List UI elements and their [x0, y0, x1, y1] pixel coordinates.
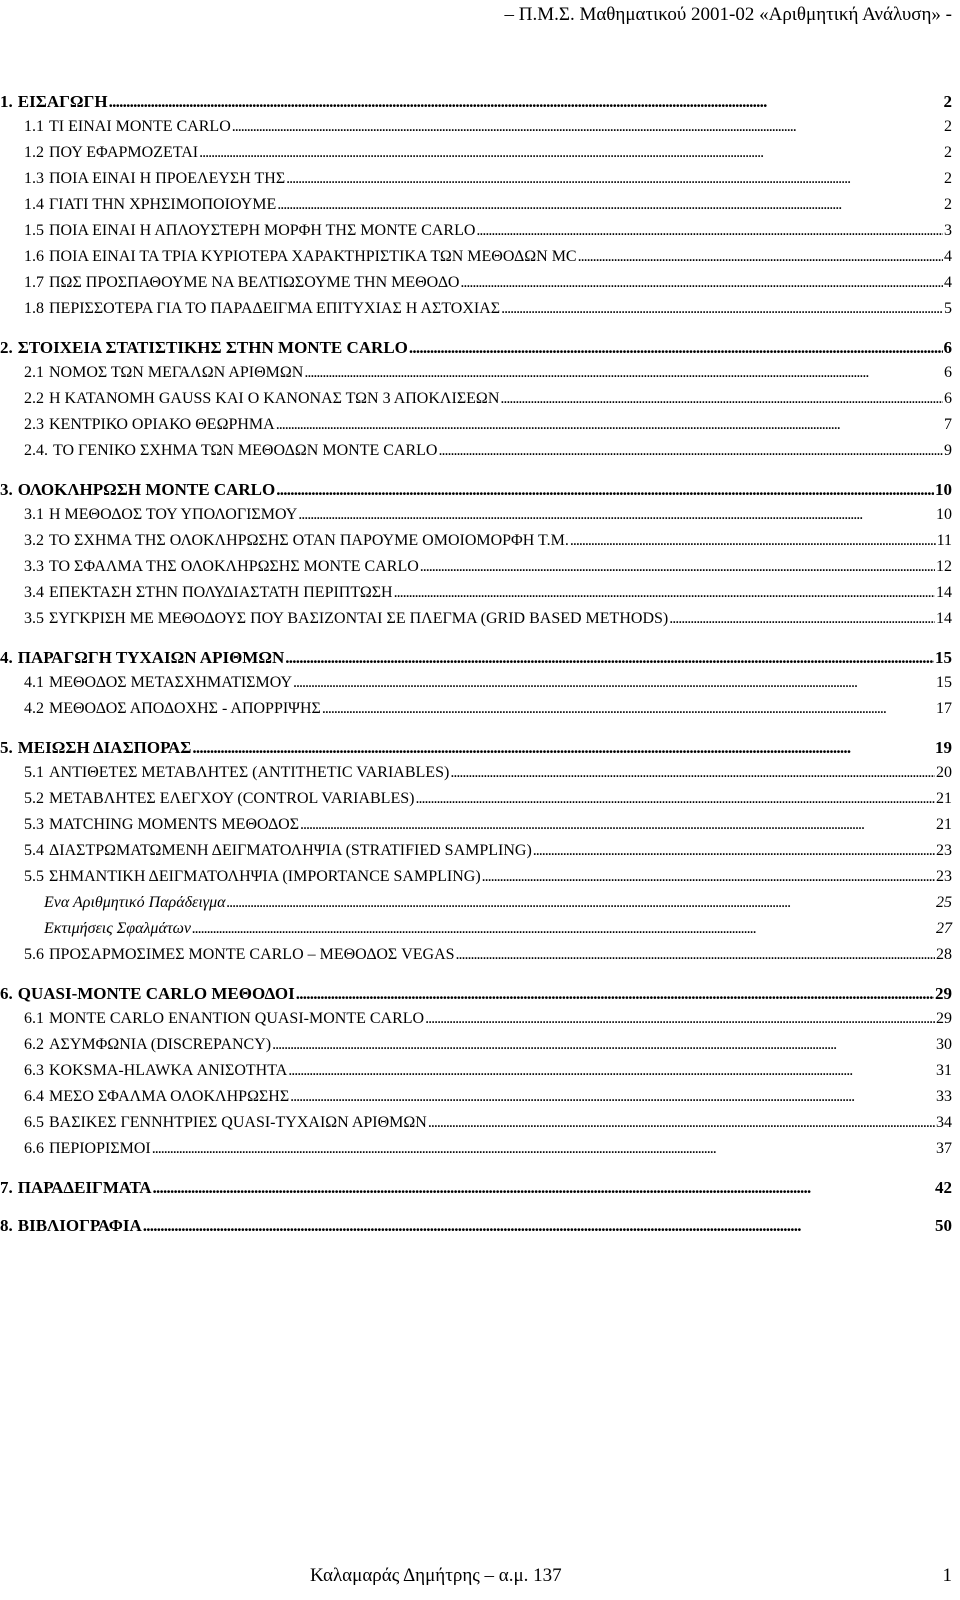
toc-entry: [24, 196, 952, 222]
toc-dot-leader: [300, 816, 935, 834]
toc-dot-leader: [394, 584, 935, 602]
toc-entry-title: ΤΟ ΣΦΑΛΜΑ ΤΗΣ ΟΛΟΚΛΗΡΩΣΗΣ MONTE CARLO: [49, 558, 419, 575]
toc-dot-leader: [286, 170, 943, 188]
toc-entry: [0, 92, 952, 118]
toc-entry-number: 8.: [0, 1216, 13, 1235]
toc-entry: [24, 1088, 952, 1114]
toc-entry-page: 29: [935, 984, 952, 1003]
toc-entry-page: 15: [935, 648, 952, 667]
toc-entry-number: 6.2: [24, 1036, 44, 1053]
toc-dot-leader: [304, 364, 943, 382]
toc-entry-number: 4.1: [24, 674, 44, 691]
toc-entry-page: 6: [943, 338, 952, 357]
toc-dot-leader: [578, 248, 943, 266]
toc-dot-leader: [533, 842, 935, 860]
toc-entry-page: 2: [944, 170, 952, 187]
toc-entry-title: ΠΡΟΣΑΡΜΟΣΙΜΕΣ MONTE CARLO – ΜΕΘΟΔΟΣ VEGAS: [49, 946, 455, 963]
toc-entry-page: 21: [936, 816, 952, 833]
running-header: – Π.Μ.Σ. Μαθηματικού 2001-02 «Αριθμητική Ανάλυση» -: [504, 4, 952, 25]
toc-entry: [24, 816, 952, 842]
toc-entry: [44, 920, 952, 946]
toc-entry-number: 2.3: [24, 416, 44, 433]
toc-entry-title: ΠΕΡΙΣΣΟΤΕΡΑ ΓΙΑ ΤΟ ΠΑΡΑΔΕΙΓΜΑ ΕΠΙΤΥΧΙΑΣ Η ΑΣΤΟΧΙΑΣ: [49, 300, 501, 317]
toc-entry-number: 5.2: [24, 790, 44, 807]
toc-entry-number: 7.: [0, 1178, 13, 1197]
toc-entry-title: MATCHING MOMENTS ΜΕΘΟΔΟΣ: [49, 816, 300, 833]
toc-entry-page: 2: [944, 118, 952, 135]
toc-entry-page: 42: [935, 1178, 952, 1197]
toc-entry: [24, 274, 952, 300]
toc-entry-title: ΕΠΕΚΤΑΣΗ ΣΤΗΝ ΠΟΛΥΔΙΑΣΤΑΤΗ ΠΕΡΙΠΤΩΣΗ: [49, 584, 393, 601]
toc-entry-number: 3.5: [24, 610, 44, 627]
toc-entry-title: ΣΗΜΑΝΤΙΚΗ ΔΕΙΓΜΑΤΟΛΗΨΙΑ (IMPORTANCE SAMPLING): [49, 868, 481, 885]
toc-entry-number: 3.: [0, 480, 13, 499]
toc-entry-title: ΤΟ ΓΕΝΙΚΟ ΣΧΗΜΑ ΤΩΝ ΜΕΘΟΔΩΝ MONTE CARLO: [53, 442, 438, 459]
toc-entry-title: MONTE CARLO ΕΝΑΝΤΙΟΝ QUASI-MONTE CARLO: [49, 1010, 425, 1027]
toc-dot-leader: [450, 764, 935, 782]
toc-entry-number: 4.: [0, 648, 13, 667]
toc-entry-number: 1.4: [24, 196, 44, 213]
toc-entry-number: 5.1: [24, 764, 44, 781]
toc-entry-title: ΠΟΙΑ ΕΙΝΑΙ Η ΑΠΛΟΥΣΤΕΡΗ ΜΟΡΦΗ ΤΗΣ MONTE CARLO: [49, 222, 476, 239]
toc-entry: [0, 648, 952, 674]
toc-dot-leader: [290, 1088, 935, 1106]
toc-entry-title: ΜΕΘΟΔΟΣ ΜΕΤΑΣΧΗΜΑΤΙΣΜΟΥ: [49, 674, 293, 691]
toc-entry: [24, 506, 952, 532]
toc-entry-page: 4: [944, 248, 952, 265]
toc-entry-page: 2: [944, 144, 952, 161]
toc-entry-number: 3.2: [24, 532, 44, 549]
toc-entry-title: ΟΛΟΚΛΗΡΩΣΗ MONTE CARLO: [17, 480, 276, 499]
toc-entry-page: 6: [944, 390, 952, 407]
toc-entry-number: 1.5: [24, 222, 44, 239]
toc-dot-leader: [143, 1216, 934, 1236]
toc-entry-title: ΠΑΡΑΓΩΓΗ ΤΥΧΑΙΩΝ ΑΡΙΘΜΩΝ: [17, 648, 285, 667]
toc-entry-number: 3.4: [24, 584, 44, 601]
toc-entry-page: 2: [944, 196, 952, 213]
toc-entry-page: 20: [936, 764, 952, 781]
toc-entry-title: ΝΟΜΟΣ ΤΩΝ ΜΕΓΑΛΩΝ ΑΡΙΘΜΩΝ: [49, 364, 304, 381]
toc-dot-leader: [288, 1062, 935, 1080]
toc-entry-title: ΠΕΡΙΟΡΙΣΜΟΙ: [49, 1140, 151, 1157]
toc-entry-number: 2.1: [24, 364, 44, 381]
toc-dot-leader: [192, 920, 935, 938]
toc-entry-page: 23: [936, 842, 952, 859]
toc-entry-number: 6.4: [24, 1088, 44, 1105]
toc-dot-leader: [669, 610, 935, 628]
toc-entry: [24, 764, 952, 790]
toc-entry-page: 19: [935, 738, 952, 757]
toc-entry-page: 28: [936, 946, 952, 963]
toc-entry-number: 3.3: [24, 558, 44, 575]
toc-entry: [24, 1140, 952, 1166]
toc-dot-leader: [438, 442, 943, 460]
toc-entry-title: Η ΜΕΘΟΔΟΣ ΤΟΥ ΥΠΟΛΟΓΙΣΜΟΥ: [49, 506, 298, 523]
toc-dot-leader: [500, 390, 943, 408]
toc-entry: [24, 390, 952, 416]
toc-entry-page: 21: [936, 790, 952, 807]
toc-entry-title: ΒΑΣΙΚΕΣ ΓΕΝΝΗΤΡΙΕΣ QUASI-ΤΥΧΑΙΩΝ ΑΡΙΘΜΩΝ: [49, 1114, 427, 1131]
toc-dot-leader: [409, 338, 943, 358]
toc-entry: [24, 1062, 952, 1088]
toc-entry-number: 5.4: [24, 842, 44, 859]
toc-entry-page: 5: [944, 300, 952, 317]
toc-entry-title: KOKSMA-HLAWKA ΑΝΙΣΟΤΗΤΑ: [49, 1062, 288, 1079]
toc-dot-leader: [276, 480, 934, 500]
toc-entry-number: 2.4.: [24, 442, 48, 459]
footer-page-number: 1: [942, 1565, 952, 1586]
toc-entry-title: ΜΕΣΟ ΣΦΑΛΜΑ ΟΛΟΚΛΗΡΩΣΗΣ: [49, 1088, 290, 1105]
toc-entry-page: 3: [944, 222, 952, 239]
toc-entry: [0, 984, 952, 1010]
toc-dot-leader: [152, 1178, 934, 1198]
toc-entry-number: 1.8: [24, 300, 44, 317]
toc-dot-leader: [109, 92, 943, 112]
toc-entry: [24, 842, 952, 868]
toc-entry-number: 2.: [0, 338, 13, 357]
toc-entry: [24, 364, 952, 390]
toc-entry: [24, 170, 952, 196]
toc-entry-title: ΣΤΟΙΧΕΙΑ ΣΤΑΤΙΣΤΙΚΗΣ ΣΤΗΝ MONTE CARLO: [17, 338, 408, 357]
toc-entry-page: 23: [936, 868, 952, 885]
toc-dot-leader: [482, 868, 935, 886]
toc-entry-page: 31: [936, 1062, 952, 1079]
toc-entry-title: ΜΕΤΑΒΛΗΤΕΣ ΕΛΕΓΧΟΥ (CONTROL VARIABLES): [49, 790, 415, 807]
toc-entry: [24, 144, 952, 170]
toc-entry-number: 6.5: [24, 1114, 44, 1131]
toc-entry-number: 1.2: [24, 144, 44, 161]
toc-entry-number: 5.6: [24, 946, 44, 963]
toc-entry-page: 6: [944, 364, 952, 381]
toc-dot-leader: [296, 984, 934, 1004]
toc-dot-leader: [460, 274, 943, 292]
toc-entry-title: ΠΟΙΑ ΕΙΝΑΙ ΤΑ ΤΡΙΑ ΚΥΡΙΟΤΕΡΑ ΧΑΡΑΚΤΗΡΙΣΤΙΚΑ ΤΩΝ ΜΕΘΟΔΩΝ MC: [49, 248, 577, 265]
toc-entry-number: 1.3: [24, 170, 44, 187]
toc-entry: [24, 1010, 952, 1036]
toc-entry-number: 6.6: [24, 1140, 44, 1157]
toc-entry-number: 6.1: [24, 1010, 44, 1027]
toc-entry-number: 1.: [0, 92, 13, 111]
toc-entry: [24, 300, 952, 326]
toc-entry: [0, 480, 952, 506]
toc-entry-number: 3.1: [24, 506, 44, 523]
toc-entry-title: Εκτιμήσεις Σφαλμάτων: [44, 920, 191, 937]
toc-entry: [24, 442, 952, 468]
toc-dot-leader: [570, 532, 936, 550]
toc-entry-title: ΒΙΒΛΙΟΓΡΑΦΙΑ: [17, 1216, 142, 1235]
toc-entry-title: ΕΙΣΑΓΩΓΗ: [17, 92, 108, 111]
toc-entry-number: 5.5: [24, 868, 44, 885]
toc-entry: [24, 222, 952, 248]
toc-entry-page: 29: [936, 1010, 952, 1027]
toc-entry-title: ΜΕΘΟΔΟΣ ΑΠΟΔΟΧΗΣ - ΑΠΟΡΡΙΨΗΣ: [49, 700, 321, 717]
toc-entry-title: ΑΝΤΙΘΕΤΕΣ ΜΕΤΑΒΛΗΤΕΣ (ANTITHETIC VARIABLES): [49, 764, 450, 781]
toc-entry-number: 6.: [0, 984, 13, 1003]
toc-entry-page: 17: [936, 700, 952, 717]
toc-dot-leader: [227, 894, 935, 912]
toc-entry-page: 12: [936, 558, 952, 575]
toc-entry: [0, 1178, 952, 1204]
toc-entry-page: 30: [936, 1036, 952, 1053]
toc-entry: [24, 700, 952, 726]
toc-entry-title: ΤΟ ΣΧΗΜΑ ΤΗΣ ΟΛΟΚΛΗΡΩΣΗΣ ΟΤΑΝ ΠΑΡΟΥΜΕ ΟΜΟΙΟΜΟΡΦΗ Τ.Μ.: [49, 532, 569, 549]
toc-entry-page: 15: [936, 674, 952, 691]
toc-dot-leader: [199, 144, 943, 162]
toc-entry-number: 2.2: [24, 390, 44, 407]
toc-dot-leader: [322, 700, 935, 718]
toc-entry: [24, 248, 952, 274]
toc-entry: [24, 558, 952, 584]
toc-entry-title: QUASI-MONTE CARLO ΜΕΘΟΔΟΙ: [17, 984, 295, 1003]
toc-dot-leader: [415, 790, 935, 808]
toc-dot-leader: [277, 196, 943, 214]
toc-dot-leader: [272, 1036, 935, 1054]
toc-entry-page: 7: [944, 416, 952, 433]
toc-entry: [24, 790, 952, 816]
toc-entry-page: 10: [935, 480, 952, 499]
toc-dot-leader: [425, 1010, 935, 1028]
toc-entry-page: 2: [943, 92, 952, 111]
toc-entry-page: 10: [936, 506, 952, 523]
toc-entry: [24, 584, 952, 610]
toc-entry-number: 1.6: [24, 248, 44, 265]
toc-dot-leader: [293, 674, 935, 692]
toc-entry: [24, 532, 952, 558]
toc-dot-leader: [298, 506, 935, 524]
toc-entry-title: Ενα Αριθμητικό Παράδειγμα: [44, 894, 226, 911]
toc-entry-number: 6.3: [24, 1062, 44, 1079]
toc-entry-page: 9: [944, 442, 952, 459]
footer-author: Καλαμαράς Δημήτρης – α.μ. 137: [310, 1565, 562, 1586]
toc-entry-title: ΚΕΝΤΡΙΚΟ ΟΡΙΑΚΟ ΘΕΩΡΗΜΑ: [49, 416, 275, 433]
toc-entry-title: Η ΚΑΤΑΝΟΜΗ GAUSS ΚΑΙ Ο ΚΑΝΟΝΑΣ ΤΩΝ 3 ΑΠΟΚΛΙΣΕΩΝ: [49, 390, 500, 407]
toc-entry-title: ΠΟΙΑ ΕΙΝΑΙ Η ΠΡΟΕΛΕΥΣΗ ΤΗΣ: [49, 170, 286, 187]
toc-dot-leader: [152, 1140, 935, 1158]
toc-dot-leader: [456, 946, 935, 964]
toc-entry-number: 5.: [0, 738, 13, 757]
toc-entry-title: ΓΙΑΤΙ ΤΗΝ ΧΡΗΣΙΜΟΠΟΙΟΥΜΕ: [49, 196, 277, 213]
toc-entry-number: 1.7: [24, 274, 44, 291]
toc-entry-title: ΑΣΥΜΦΩΝΙΑ (DISCREPANCY): [49, 1036, 272, 1053]
toc-entry: [24, 610, 952, 636]
toc-dot-leader: [476, 222, 943, 240]
toc-entry-page: 14: [936, 584, 952, 601]
toc-entry-number: 5.3: [24, 816, 44, 833]
toc-entry-title: ΠΑΡΑΔΕΙΓΜΑΤΑ: [17, 1178, 152, 1197]
toc-entry-title: ΤΙ ΕΙΝΑΙ MONTE CARLO: [49, 118, 231, 135]
toc-dot-leader: [501, 300, 943, 318]
toc-dot-leader: [276, 416, 943, 434]
toc-entry: [24, 416, 952, 442]
toc-entry-page: 11: [936, 532, 952, 549]
toc-entry: [24, 1114, 952, 1140]
toc-entry: [24, 946, 952, 972]
toc-entry: [24, 1036, 952, 1062]
toc-entry-page: 4: [944, 274, 952, 291]
toc-entry-number: 1.1: [24, 118, 44, 135]
toc-entry-title: ΠΟΥ ΕΦΑΡΜΟΖΕΤΑΙ: [49, 144, 199, 161]
toc-entry-page: 27: [936, 920, 952, 937]
toc-entry: [24, 868, 952, 894]
toc-entry-title: ΣΥΓΚΡΙΣΗ ΜΕ ΜΕΘΟΔΟΥΣ ΠΟΥ ΒΑΣΙΖΟΝΤΑΙ ΣΕ ΠΛΕΓΜΑ (GRID BASED METHODS): [49, 610, 669, 627]
toc-dot-leader: [232, 118, 943, 136]
toc-entry-page: 25: [936, 894, 952, 911]
toc-entry-page: 34: [936, 1114, 952, 1131]
toc-dot-leader: [285, 648, 934, 668]
toc-entry-page: 14: [936, 610, 952, 627]
toc-dot-leader: [192, 738, 934, 758]
toc-dot-leader: [420, 558, 935, 576]
toc-entry: [24, 118, 952, 144]
toc-entry: [24, 674, 952, 700]
toc-entry: [0, 738, 952, 764]
toc-entry-title: ΔΙΑΣΤΡΩΜΑΤΩΜΕΝΗ ΔΕΙΓΜΑΤΟΛΗΨΙΑ (STRATIFIED SAMPLING): [49, 842, 532, 859]
toc-dot-leader: [428, 1114, 935, 1132]
toc-entry-title: ΜΕΙΩΣΗ ΔΙΑΣΠΟΡΑΣ: [17, 738, 192, 757]
toc-entry-number: 4.2: [24, 700, 44, 717]
toc-entry-page: 33: [936, 1088, 952, 1105]
toc-entry: [44, 894, 952, 920]
toc-entry-page: 37: [936, 1140, 952, 1157]
toc-entry-title: ΠΩΣ ΠΡΟΣΠΑΘΟΥΜΕ ΝΑ ΒΕΛΤΙΩΣΟΥΜΕ ΤΗΝ ΜΕΘΟΔΟ: [49, 274, 460, 291]
toc-entry-page: 50: [935, 1216, 952, 1235]
toc-entry: [0, 1216, 952, 1242]
toc-entry: [0, 338, 952, 364]
